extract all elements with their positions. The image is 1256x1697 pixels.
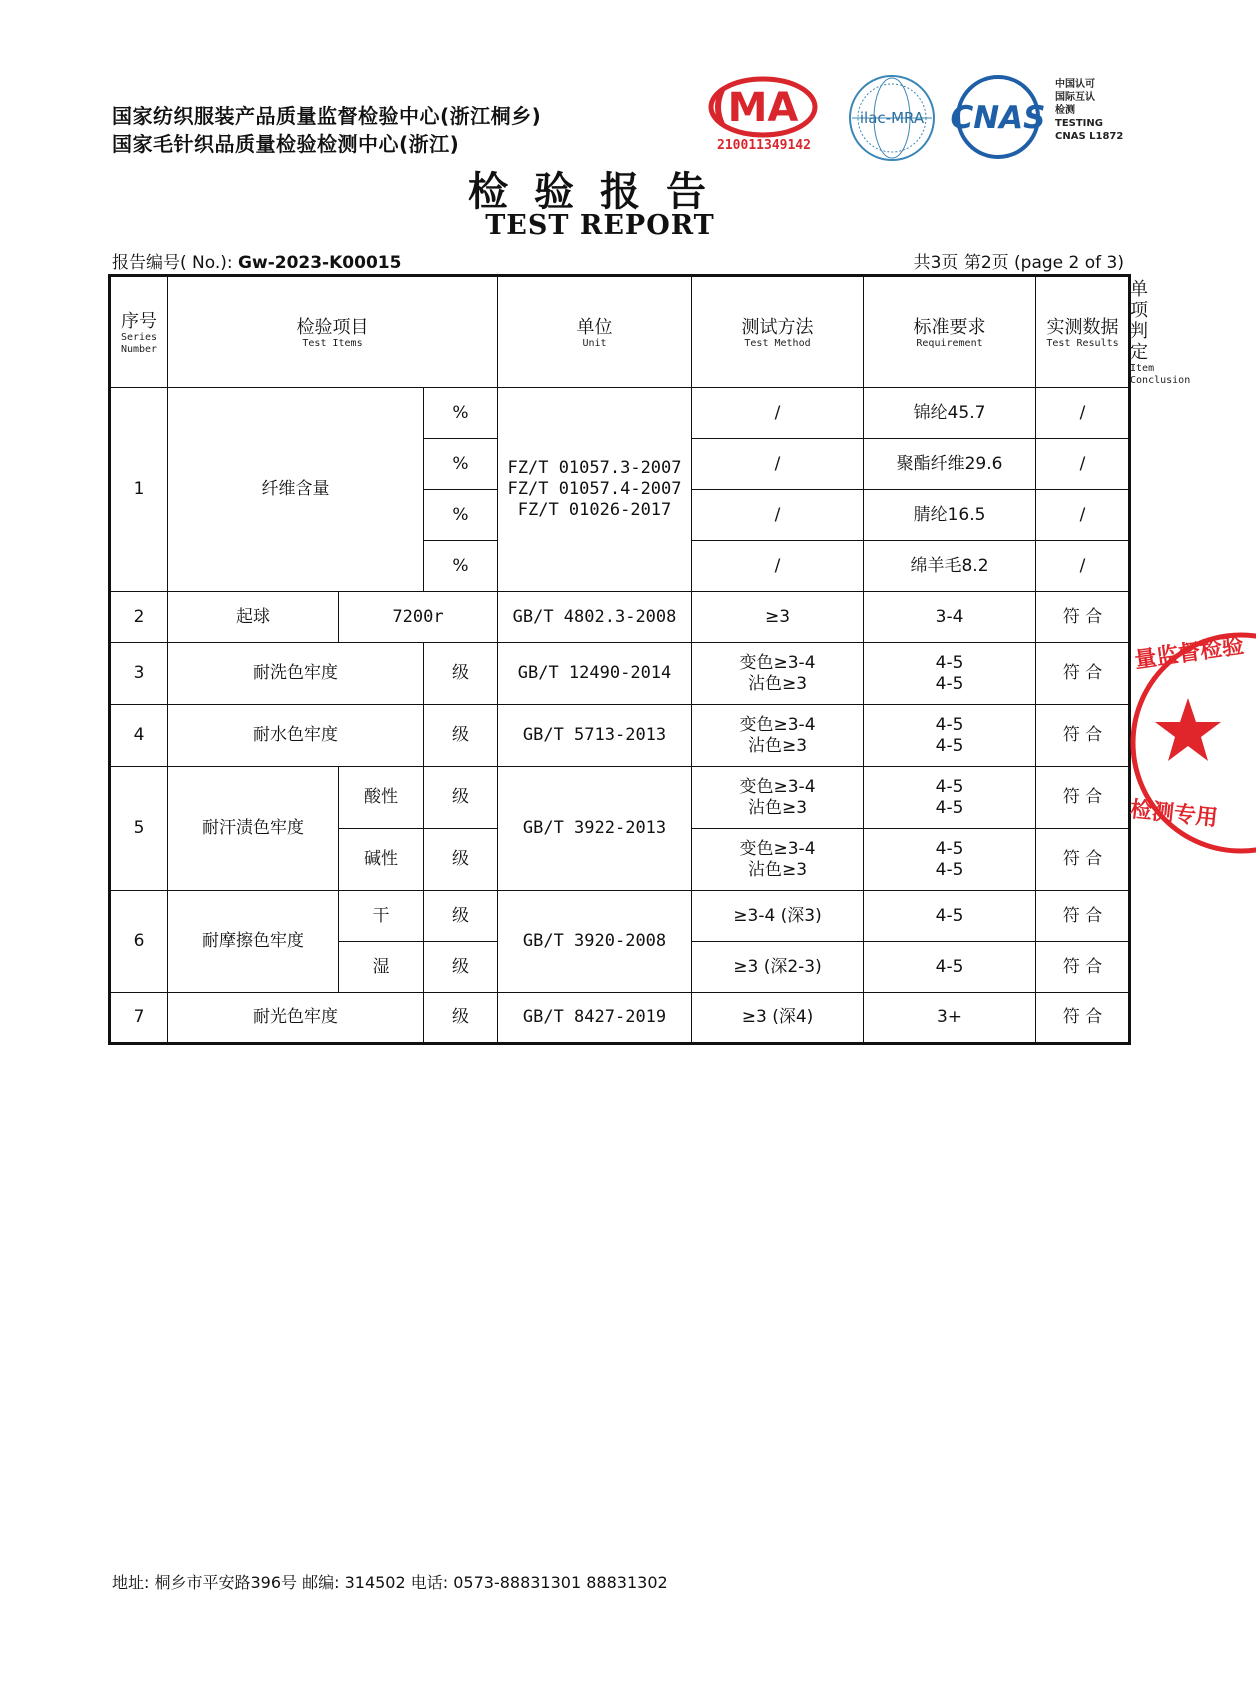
seal-text-bottom: 检测专用 (1128, 797, 1219, 832)
conclusion-cell: 符 合 (1036, 592, 1130, 643)
conclusion-cell: 符 合 (1036, 891, 1130, 942)
table-row (110, 643, 1130, 705)
cnas-caption (1055, 78, 1123, 143)
unit-cell: % (424, 541, 498, 592)
unit-cell: 级 (424, 891, 498, 942)
unit-cell: 级 (424, 942, 498, 993)
test-method: GB/T 4802.3-2008 (498, 592, 692, 643)
conclusion-cell: 符 合 (1036, 767, 1130, 829)
requirement-line: 变色≥3-4 (739, 776, 816, 797)
result-cell (864, 705, 1036, 767)
cnas-caption-line: 检测 (1055, 105, 1075, 116)
col-items-en: Test Items (302, 337, 363, 349)
ilac-mra-logo (846, 72, 938, 164)
footer-address: 地址: 桐乡市平安路396号 邮编: 314502 电话: 0573-88831301 88831302 (112, 1573, 668, 1592)
org-name-line2: 国家毛针织品质量检验检测中心(浙江) (112, 132, 460, 156)
cnas-caption-line: 国际互认 (1055, 92, 1095, 103)
result-cell (864, 767, 1036, 829)
conclusion-cell: / (1036, 388, 1130, 439)
seal-text-top: 量监督检验 (1133, 633, 1246, 674)
requirement-line: 沾色≥3 (747, 797, 808, 818)
test-method: GB/T 8427-2019 (498, 993, 692, 1044)
result-line: 4-5 (935, 797, 964, 818)
test-sub-item: 酸性 (339, 767, 424, 829)
test-item: 耐摩擦色牢度 (168, 891, 339, 993)
cnas-emblem-icon (940, 72, 1060, 162)
test-sub-item: 碱性 (339, 829, 424, 891)
row-number: 5 (110, 767, 168, 891)
conclusion-cell: 符 合 (1036, 829, 1130, 891)
result-cell: 聚酯纤维29.6 (864, 439, 1036, 490)
test-item: 耐汗渍色牢度 (168, 767, 339, 891)
conclusion-cell: 符 合 (1036, 993, 1130, 1044)
conclusion-cell: / (1036, 439, 1130, 490)
test-method: GB/T 3920-2008 (498, 891, 692, 993)
result-cell (864, 643, 1036, 705)
method-line: FZ/T 01026-2017 (517, 500, 672, 520)
result-line: 4-5 (935, 859, 964, 880)
unit-cell: 级 (424, 993, 498, 1044)
result-cell (864, 829, 1036, 891)
cnas-caption-line: TESTING (1055, 118, 1103, 129)
official-seal (1126, 628, 1256, 858)
table-row (110, 388, 1130, 439)
test-item: 纤维含量 (168, 388, 424, 592)
report-number-value: Gw-2023-K00015 (238, 253, 402, 273)
result-line: 4-5 (935, 714, 964, 735)
result-line: 4-5 (935, 652, 964, 673)
conclusion-cell: / (1036, 490, 1130, 541)
method-line: FZ/T 01057.4-2007 (507, 479, 682, 499)
test-method: GB/T 12490-2014 (498, 643, 692, 705)
col-series-en1: Series (120, 331, 158, 343)
requirement-line: 变色≥3-4 (739, 714, 816, 735)
report-number-label: 报告编号( No.): (112, 253, 233, 273)
requirement-line: 沾色≥3 (747, 735, 808, 756)
result-cell: 3-4 (864, 592, 1036, 643)
result-line: 4-5 (935, 673, 964, 694)
cnas-caption-line: CNAS L1872 (1055, 131, 1124, 142)
svg-text:MA: MA (727, 85, 799, 131)
row-number: 2 (110, 592, 168, 643)
unit-cell: 级 (424, 767, 498, 829)
requirement-cell (692, 643, 864, 705)
result-line: 4-5 (935, 735, 964, 756)
test-method: GB/T 5713-2013 (498, 705, 692, 767)
ilac-globe-icon (846, 72, 938, 164)
table-row (110, 891, 1130, 942)
result-line: 4-5 (935, 776, 964, 797)
test-sub-item: 湿 (339, 942, 424, 993)
requirement-line: 沾色≥3 (747, 859, 808, 880)
conclusion-cell: / (1036, 541, 1130, 592)
table-row (110, 592, 1130, 643)
col-requirement (864, 276, 1036, 388)
requirement-line: 变色≥3-4 (739, 838, 816, 859)
test-sub-item: 7200r (339, 592, 498, 643)
row-number: 6 (110, 891, 168, 993)
unit-cell: % (424, 490, 498, 541)
test-item: 耐洗色牢度 (168, 643, 424, 705)
col-items (168, 276, 498, 388)
table-row (110, 993, 1130, 1044)
table-row (110, 767, 1130, 829)
requirement-cell: ≥3 (692, 592, 864, 643)
table-header-row: 序号 Series Number 检验项目 Test Items 单位 Unit 测试方法 Test Method 标准要求 Requirement 实测数据 Test Results 单项判定 Item Conclusion (110, 276, 1130, 388)
unit-cell: % (424, 439, 498, 490)
test-sub-item: 干 (339, 891, 424, 942)
conclusion-cell: 符 合 (1036, 705, 1130, 767)
cnas-caption-line: 中国认可 (1055, 79, 1095, 90)
requirement-cell: / (692, 388, 864, 439)
col-series (110, 276, 168, 388)
org-name-line1: 国家纺织服装产品质量监督检验中心(浙江桐乡) (112, 104, 542, 128)
requirement-cell (692, 829, 864, 891)
row-number: 4 (110, 705, 168, 767)
col-series-cn: 序号 (121, 310, 157, 332)
svg-text:ilac-MRA: ilac-MRA (859, 109, 925, 127)
cma-emblem-icon (708, 76, 818, 138)
conclusion-cell: 符 合 (1036, 643, 1130, 705)
col-method (692, 276, 864, 388)
col-requirement-cn: 标准要求 (913, 316, 986, 338)
conclusion-cell: 符 合 (1036, 942, 1130, 993)
cma-logo (708, 76, 818, 158)
requirement-cell (692, 767, 864, 829)
col-series-en2: Number (120, 343, 158, 355)
table-row (110, 705, 1130, 767)
test-item: 耐水色牢度 (168, 705, 424, 767)
requirement-cell (692, 705, 864, 767)
col-unit-en: Unit (582, 337, 607, 349)
result-cell: 4-5 (864, 891, 1036, 942)
result-cell: 4-5 (864, 942, 1036, 993)
requirement-cell: ≥3-4 (深3) (692, 891, 864, 942)
unit-cell: 级 (424, 829, 498, 891)
svg-text:CNAS: CNAS (950, 100, 1046, 136)
requirement-cell: / (692, 541, 864, 592)
col-results-en: Test Results (1046, 337, 1119, 349)
cma-number: 210011349142 (717, 138, 811, 153)
col-results-cn: 实测数据 (1046, 316, 1119, 338)
page-info: 共3页 第2页 (page 2 of 3) (913, 253, 1124, 273)
col-unit (498, 276, 692, 388)
col-unit-cn: 单位 (576, 316, 613, 338)
col-results (1036, 276, 1130, 388)
col-items-cn: 检验项目 (296, 316, 369, 338)
report-title-cn: 检验报告 (468, 168, 732, 215)
result-cell: 腈纶16.5 (864, 490, 1036, 541)
col-requirement-en: Requirement (916, 337, 983, 349)
requirement-cell: / (692, 439, 864, 490)
row-number: 7 (110, 993, 168, 1044)
result-cell: 锦纶45.7 (864, 388, 1036, 439)
test-item: 起球 (168, 592, 339, 643)
result-cell: 3+ (864, 993, 1036, 1044)
result-cell: 绵羊毛8.2 (864, 541, 1036, 592)
result-line: 4-5 (935, 838, 964, 859)
test-method: GB/T 3922-2013 (498, 767, 692, 891)
unit-cell: 级 (424, 705, 498, 767)
test-method (498, 388, 692, 592)
col-method-cn: 测试方法 (741, 316, 814, 338)
row-number: 3 (110, 643, 168, 705)
requirement-cell: ≥3 (深4) (692, 993, 864, 1044)
unit-cell: 级 (424, 643, 498, 705)
requirement-line: 变色≥3-4 (739, 652, 816, 673)
report-number (112, 248, 401, 273)
requirement-cell: / (692, 490, 864, 541)
report-title-en: TEST REPORT (485, 210, 715, 241)
unit-cell: % (424, 388, 498, 439)
requirement-cell: ≥3 (深2-3) (692, 942, 864, 993)
row-number: 1 (110, 388, 168, 592)
cnas-logo (940, 72, 1060, 162)
col-method-en: Test Method (744, 337, 811, 349)
method-line: FZ/T 01057.3-2007 (507, 458, 682, 478)
requirement-line: 沾色≥3 (747, 673, 808, 694)
test-item: 耐光色牢度 (168, 993, 424, 1044)
